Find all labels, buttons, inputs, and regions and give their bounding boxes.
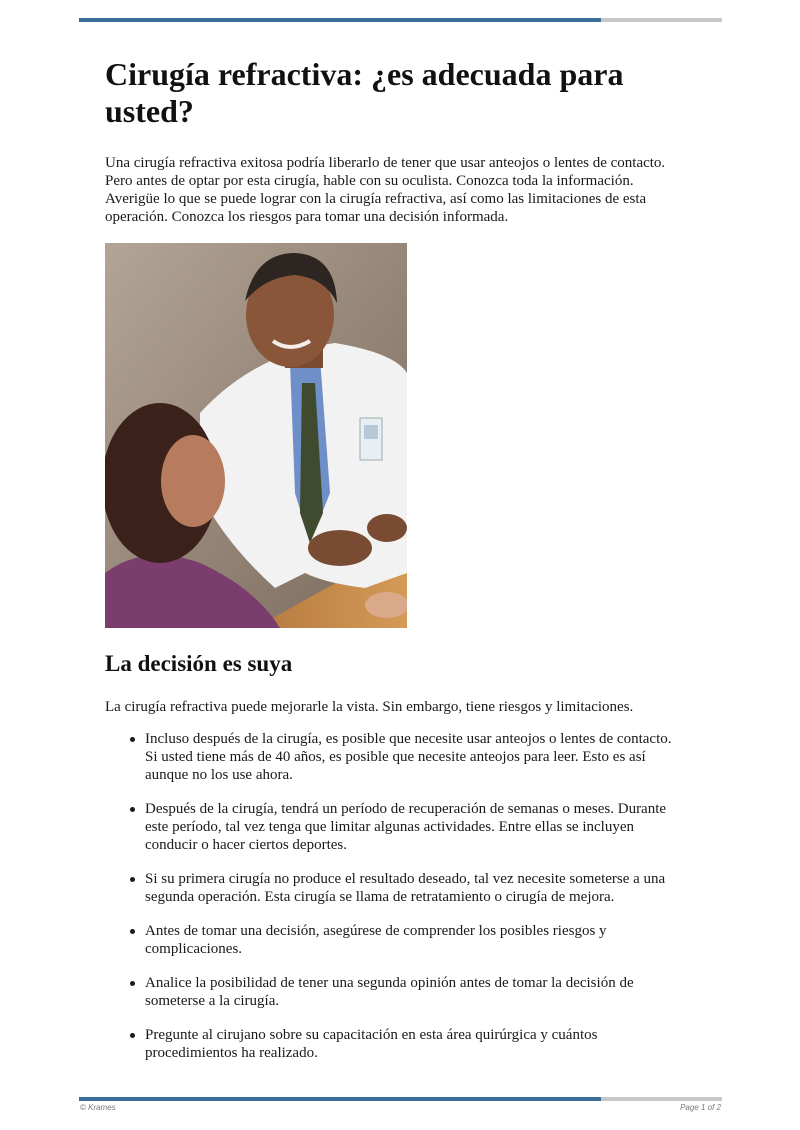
document-body [105, 56, 685, 1078]
intro-paragraph: Una cirugía refractiva exitosa podría liberarlo de tener que usar anteojos o lentes de contacto. Pero antes de optar por esta cirugía, hable con su oculista. Conozca toda la información. Averigüe lo que se puede lograr con la cirugía refractiva, así como las limitaciones de esta operación. Conozca los riesgos para tomar una decisión informada. [105, 155, 666, 225]
footer-page-number: Page 1 of 2 [680, 1103, 721, 1112]
photo-illustration [105, 243, 407, 628]
list-item: Analice la posibilidad de tener una segunda opinión antes de tomar la decisión de someterse a la cirugía. [145, 974, 685, 1010]
section-lead: La cirugía refractiva puede mejorarle la vista. Sin embargo, tiene riesgos y limitaciones. [105, 699, 634, 715]
doctor-patient-photo [105, 243, 407, 628]
header-progress-bar [79, 18, 722, 22]
list-item: Pregunte al cirujano sobre su capacitación en esta área quirúrgica y cuántos procedimientos ha realizado. [145, 1026, 685, 1062]
page-title: Cirugía refractiva: ¿es adecuada para usted? [105, 56, 624, 129]
footer-progress-fill [79, 1097, 601, 1101]
section-heading: La decisión es suya [105, 651, 293, 676]
risk-list [105, 730, 685, 1062]
list-item: Antes de tomar una decisión, asegúrese de comprender los posibles riesgos y complicaciones. [145, 922, 685, 958]
footer-progress-bar [79, 1097, 722, 1101]
list-item: Incluso después de la cirugía, es posible que necesite usar anteojos o lentes de contacto. Si usted tiene más de 40 años, es posible que necesite anteojos para leer. Esto es así aunque no los use ahora. [145, 730, 685, 784]
header-progress-fill [79, 18, 601, 22]
list-item: Después de la cirugía, tendrá un período de recuperación de semanas o meses. Durante este período, tal vez tenga que limitar algunas actividades. Entre ellas se incluyen conducir o hacer ciertos deportes. [145, 800, 685, 854]
footer-copyright: © Krames [80, 1103, 116, 1112]
list-item: Si su primera cirugía no produce el resultado deseado, tal vez necesite someterse a una segunda operación. Esta cirugía se llama de retratamiento o cirugía de mejora. [145, 870, 685, 906]
